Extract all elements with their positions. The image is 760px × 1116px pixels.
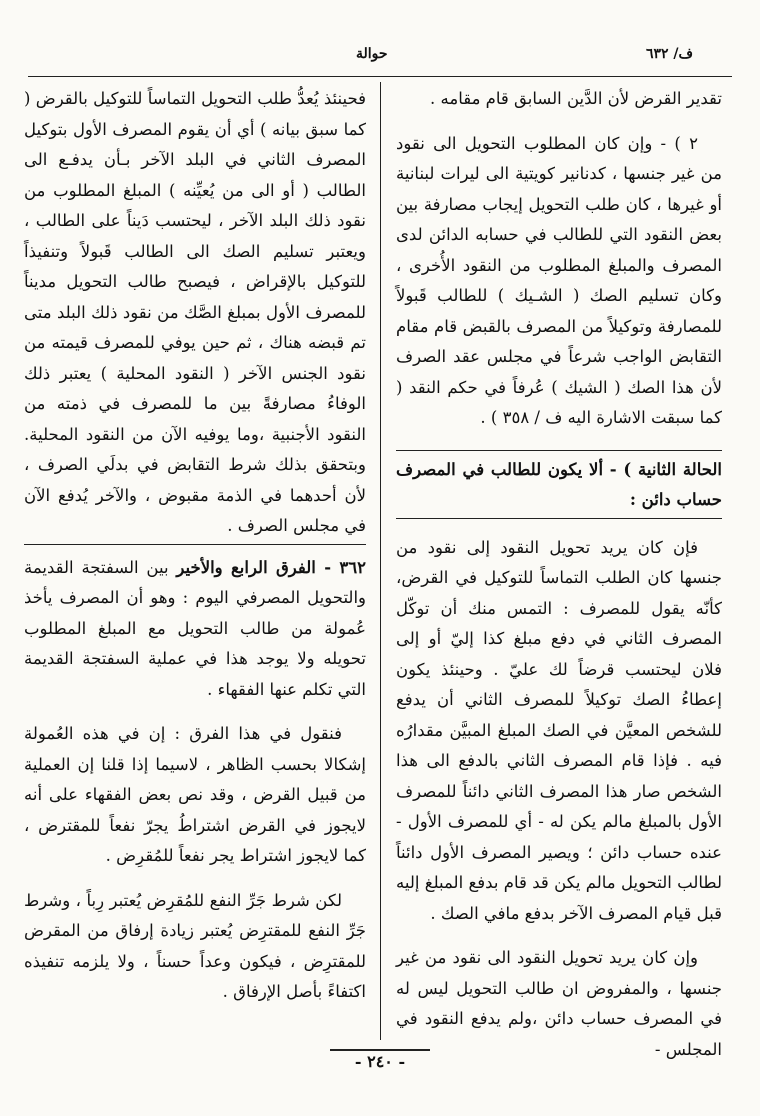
left-paragraph-2: فنقول في هذا الفرق : إن في هذه العُمولة إشكالا بحسب الظاهر ، لاسيما إذا قلنا إن العملية من قبيل القرض ، وقد نص بعض الفقهاء على أنه لايجوز في القرض اشتراطُ يجرّ نفعاً للمقترض ، كما لايجوز اشتراط يجر نفعاً للمُقرِض .: [24, 724, 366, 865]
section-number: ٣٦٢: [339, 557, 366, 577]
case-heading: الحالة الثانية ) - ألا يكون للطالب في المصرف حساب دائن :: [396, 450, 722, 519]
right-paragraph-1: تقدير القرض لأن الدَّين السابق قام مقامه .: [430, 89, 722, 108]
page-reference: ف/ ٦٣٢: [646, 46, 694, 62]
page-number: - ٢٤٠ -: [354, 1052, 406, 1071]
right-paragraph-2: ٢ ) - وإن كان المطلوب التحويل الى نقود من غير جنسها ، كدنانير كويتية الى ليرات لبنانية أو غيرها ، كان طلب التحويل إيجاب مصارفة بين بعض النقود التي للطالب في حسابه الدائن لدى المصرف والمبلغ المطلوب من النقود الأُخرى ، وكان تسليم الصك ( الشـيك ) للطالب قَبولاً للمصارفة وتوكيلاً من المصرف بالقبض قام مقام التقابض الواجب شرعاً في مجلس عقد الصرف لأن هذا الصك ( الشيك ) عُرفاً في حكم النقد ( كما سبقت الاشارة اليه ف / ٣٥٨ ) .: [396, 133, 722, 427]
footer-rule: [330, 1049, 430, 1051]
column-divider: [380, 82, 381, 1040]
right-paragraph-4: وإن كان يريد تحويل النقود الى نقود من غير جنسها ، والمفروض ان طالب التحويل ليس له في المصرف حساب دائن ،ولم يدفع النقود في المجلس -: [396, 948, 722, 1059]
section-title: - الفرق الرابع والأخير: [176, 557, 340, 577]
header-rule: [28, 76, 732, 77]
running-title: حوالة: [356, 46, 388, 62]
section-text: بين السفتجة القديمة والتحويل المصرفي اليوم : وهو أن المصرف يأخذ عُمولة من طالب التحويل مع المبلغ المطلوب تحويله ولا يوجد هذا في عملية السفتجة القديمة التي تكلم عنها الفقهاء .: [24, 557, 366, 699]
right-paragraph-3: فإن كان يريد تحويل النقود إلى نقود من جنسها كان الطلب التماساً للتوكيل في القرض، كأنّه يقول للمصرف : التمس منك أن توكّل المصرف الثاني في دفع مبلغ كذا إليّ أو إلى فلان ليحتسب قرضاً لك عليّ . وحينئذ يكون إعطاءُ الصك توكيلاً للمصرف الثاني أن يدفع للشخص المعيَّن في الصك المبلغ المبيَّن مقدارُه فيه . فإذا قام المصرف الثاني بالدفع الى هذا الشخص صار هذا المصرف الثاني دائناً للمصرف الأول بالمبلغ مالم يكن له - أي للمصرف الأول - عنده حساب دائن ؛ ويصير المصرف الأول دائناً لطالب التحويل مالم يكن قد قام بدفع المبلغ إليه قبل قيام المصرف الآخر بدفع مافي الصك .: [396, 537, 722, 923]
left-paragraph-1: فحينئذ يُعدُّ طلب التحويل التماساً للتوكيل بالقرض ( كما سبق بيانه ) أي أن يقوم المصرف الأول بتوكيل المصرف الثاني في البلد الآخر بـأن يدفـع الى الطالب ( أو الى من يُعيِّنه ) المبلغ المطلوب من نقود ذلك البلد الآخر ، ليحتسب دَيناً على الطالب ، ويعتبر تسليم الصك الى الطالب قَبولاً وتنفيذاً للتوكيل بالإقراض ، فيصبح طالب التحويل مديناً للمصرف الأول بمبلغ الصَّك من نقود ذلك البلد متى تم قبضه هناك ، ثم حين يوفي للمصرف قيمته من نقود الجنس الآخر ( النقود المحلية ) يعتبر ذلك الوفاءُ مصارفةً بين ما للمصرف في ذمته من النقود الأجنبية ،وما يوفيه الآن من النقود المحلية. وبتحقق بذلك شرط التقابض في بدلَي الصرف ، لأن أحدهما في الذمة مقبوض ، والآخر يُدفع الآن في مجلس الصرف .: [24, 89, 366, 535]
left-paragraph-3: لكن شرط جَرِّ النفع للمُقرِض يُعتبر رِباً ، وشرط جَرِّ النفع للمقترِض يُعتبر زيادة إرفاق من المقرض للمقترِض ، فيكون وعداً حسناً ، ولا يلزمه تنفيذه اكتفاءً بأصل الإرفاق .: [24, 890, 366, 1001]
right-column: [396, 84, 722, 1065]
left-column: [24, 84, 366, 1008]
section-rule: [24, 544, 366, 545]
section-paragraph: [24, 553, 366, 706]
